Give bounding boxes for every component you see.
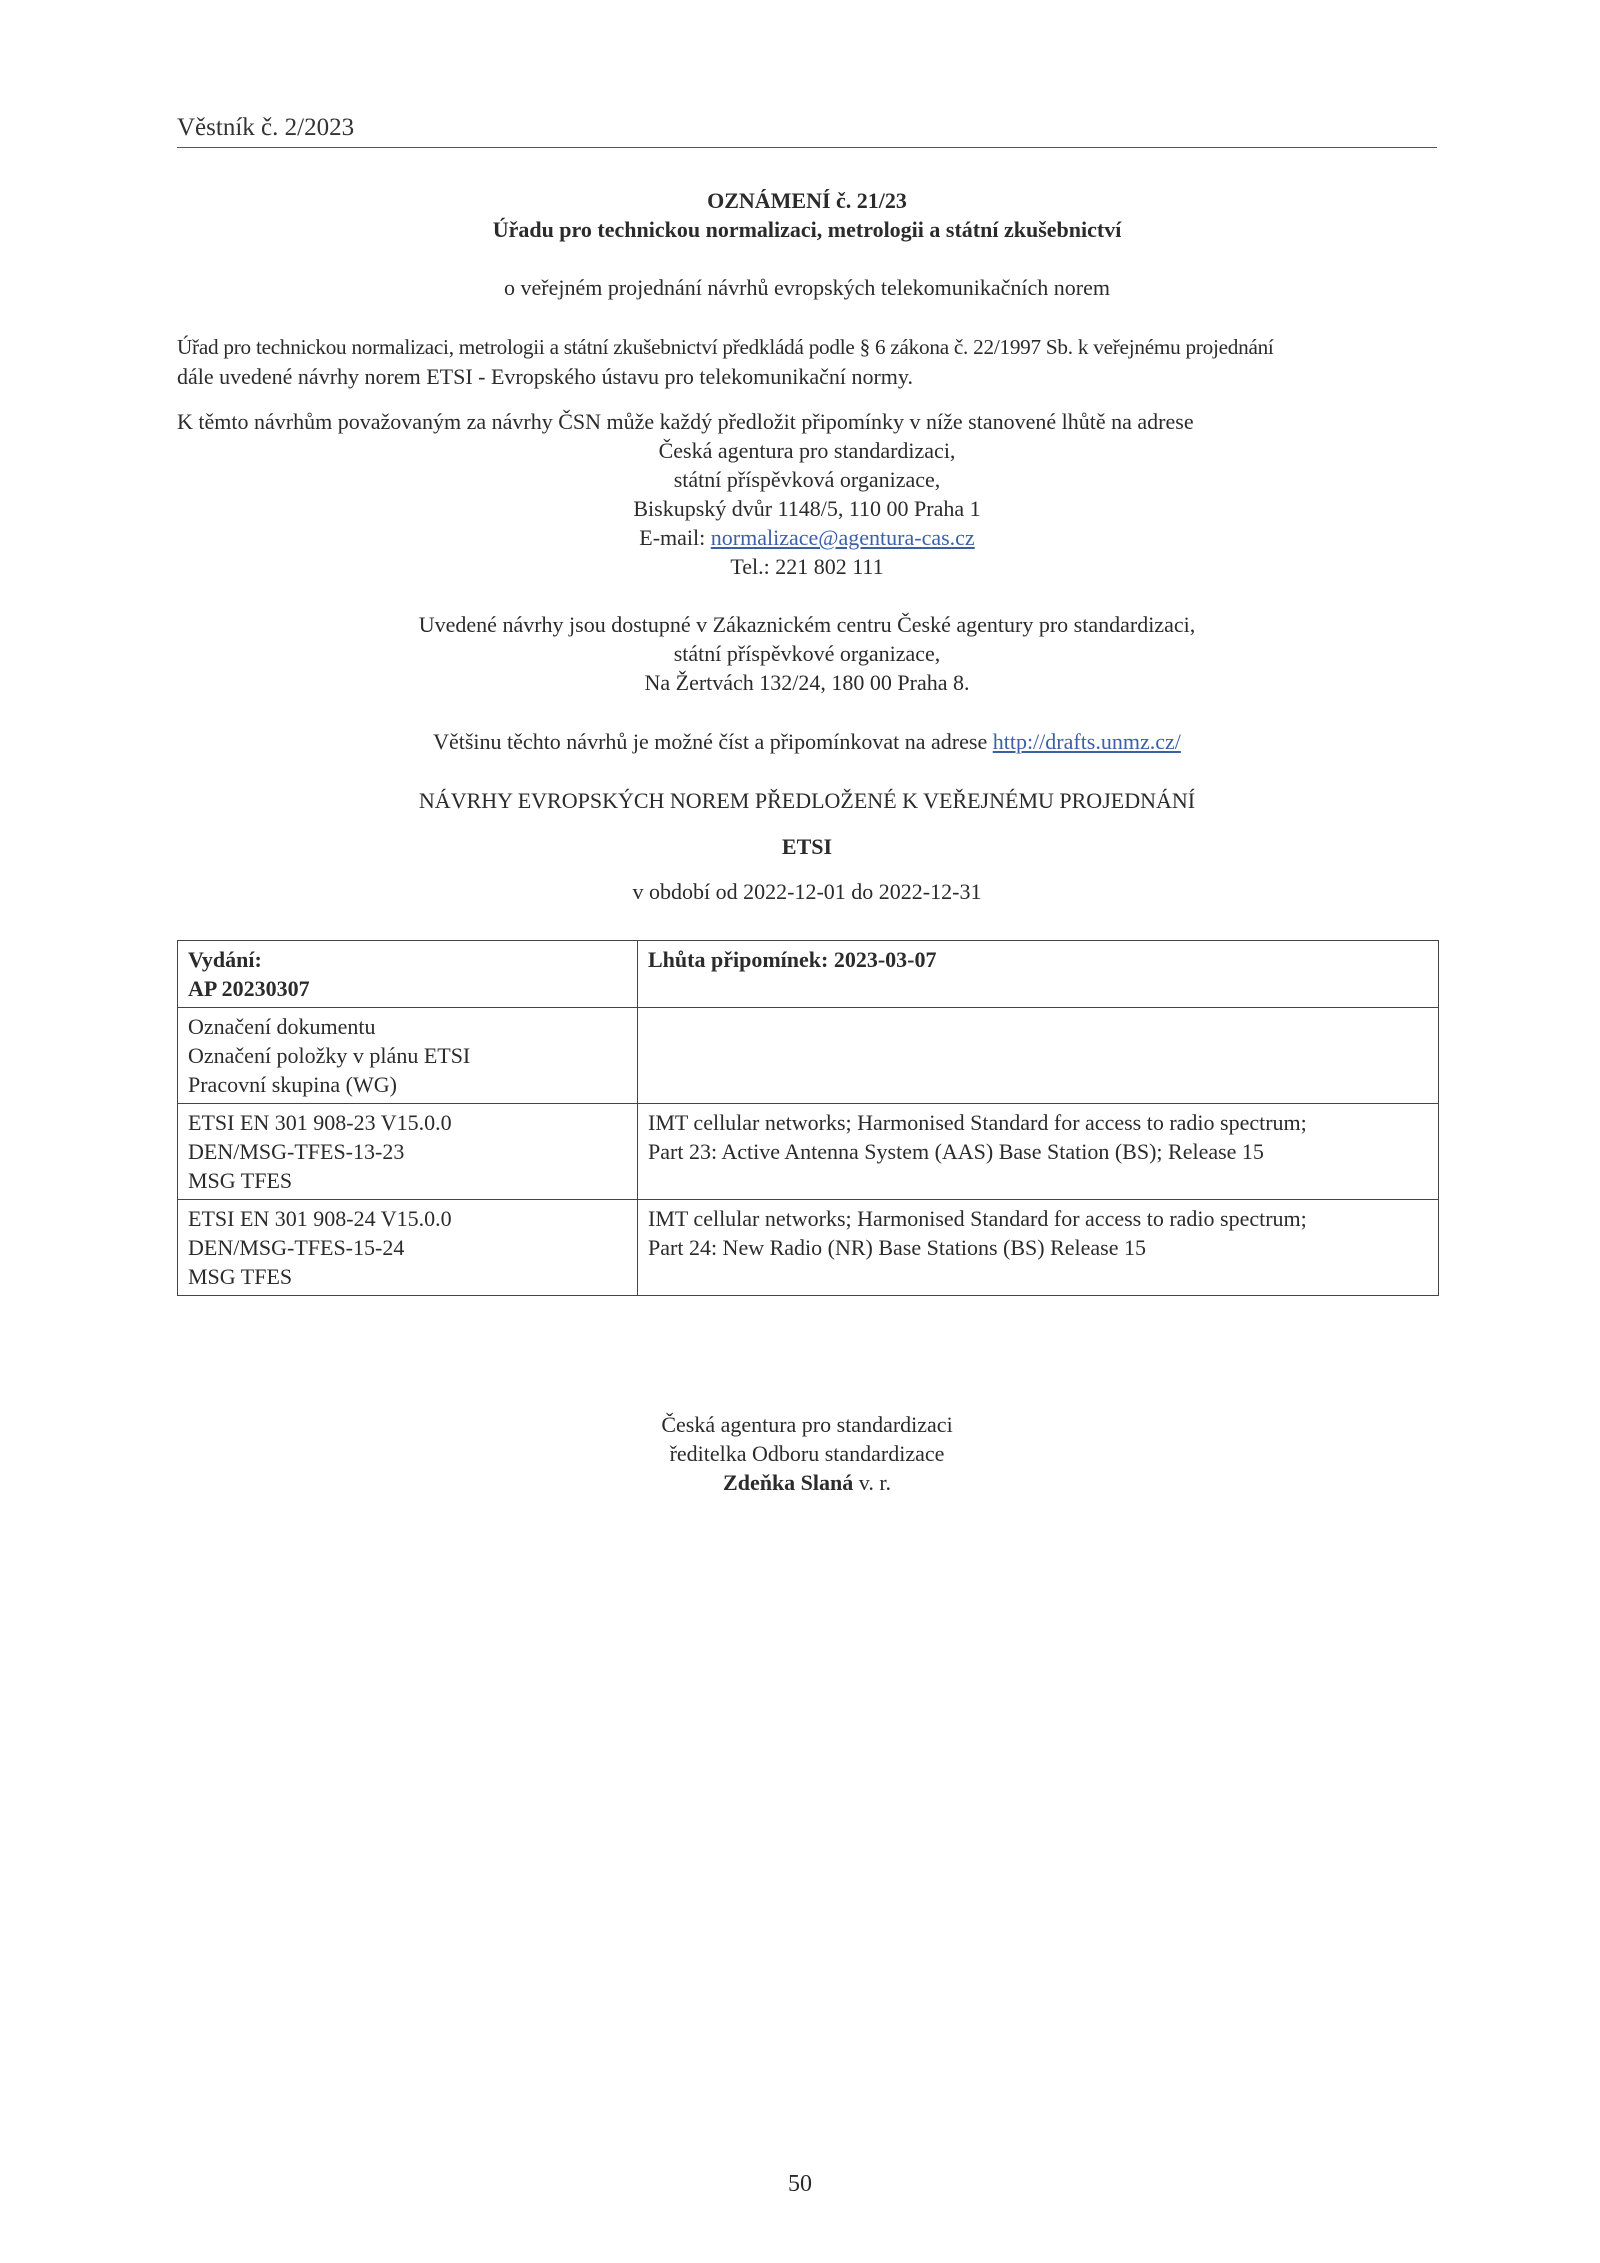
row-title-line-1: IMT cellular networks; Harmonised Standard for access to radio spectrum; <box>648 1206 1307 1231</box>
availability-line-3: Na Žertvách 132/24, 180 00 Praha 8. <box>644 670 970 695</box>
drafts-link[interactable]: http://drafts.unmz.cz/ <box>992 729 1181 754</box>
row-group: MSG TFES <box>188 1264 293 1289</box>
row-title-line-1: IMT cellular networks; Harmonised Standard for access to radio spectrum; <box>648 1110 1307 1135</box>
availability-line-1: Uvedené návrhy jsou dostupné v Zákaznickém centru České agentury pro standardizaci, <box>418 612 1196 637</box>
row-ids-cell <box>178 1200 638 1296</box>
drafts-table <box>177 940 1439 1296</box>
intro-line-1: Úřad pro technickou normalizaci, metrologii a státní zkušebnictví předkládá podle § 6 zákona č. 22/1997 Sb. k veřejnému projednání <box>177 335 1274 359</box>
row-title-cell <box>638 1200 1439 1296</box>
address-line-3: Biskupský dvůr 1148/5, 110 00 Praha 1 <box>633 496 981 521</box>
availability-line-2: státní příspěvkové organizace, <box>673 641 941 666</box>
announcement-heading: OZNÁMENÍ č. 21/23 <box>707 188 907 213</box>
issue-cell <box>178 941 638 1008</box>
signature-role: ředitelka Odboru standardizace <box>669 1441 945 1466</box>
email-link[interactable]: normalizace@agentura-cas.cz <box>710 525 975 550</box>
row-title-line-2: Part 24: New Radio (NR) Base Stations (BS) Release 15 <box>648 1235 1146 1260</box>
deadline-text: Lhůta připomínek: 2023-03-07 <box>648 947 937 972</box>
row-designation: ETSI EN 301 908-24 V15.0.0 <box>188 1206 452 1231</box>
row-ids-cell <box>178 1104 638 1200</box>
row-title-cell <box>638 1104 1439 1200</box>
comments-intro: K těmto návrhům považovaným za návrhy ČSN může každý předložit připomínky v níže stanovené lhůtě na adrese <box>177 409 1194 434</box>
row-group: MSG TFES <box>188 1168 293 1193</box>
table-row <box>178 1200 1439 1296</box>
address-line-2: státní příspěvková organizace, <box>673 467 941 492</box>
legend-cell <box>178 1008 638 1104</box>
signature-line <box>177 1468 1437 1497</box>
online-line <box>177 727 1437 756</box>
journal-header: Věstník č. 2/2023 <box>177 112 1437 148</box>
issue-label: Vydání: <box>188 947 262 972</box>
intro-line-2: dále uvedené návrhy norem ETSI - Evropského ústavu pro telekomunikační normy. <box>177 364 913 389</box>
page-number: 50 <box>788 2171 812 2197</box>
legend-group: Pracovní skupina (WG) <box>188 1072 397 1097</box>
row-work-item: DEN/MSG-TFES-15-24 <box>188 1235 405 1260</box>
legend-empty-cell <box>638 1008 1439 1104</box>
issue-value: AP 20230307 <box>188 976 310 1001</box>
signature-suffix: v. r. <box>853 1470 891 1495</box>
online-text: Většinu těchto návrhů je možné číst a připomínkovat na adrese <box>433 729 993 754</box>
section-org: ETSI <box>781 834 833 859</box>
legend-work-item: Označení položky v plánu ETSI <box>188 1043 471 1068</box>
section-period: v období od 2022-12-01 do 2022-12-31 <box>632 879 982 904</box>
row-title-line-2: Part 23: Active Antenna System (AAS) Base Station (BS); Release 15 <box>648 1139 1264 1164</box>
row-designation: ETSI EN 301 908-23 V15.0.0 <box>188 1110 452 1135</box>
announcement-office: Úřadu pro technickou normalizaci, metrologii a státní zkušebnictví <box>492 217 1122 242</box>
section-title: NÁVRHY EVROPSKÝCH NOREM PŘEDLOŽENÉ K VEŘEJNÉMU PROJEDNÁNÍ <box>418 788 1196 813</box>
table-header-row <box>178 941 1439 1008</box>
signature-name: Zdeňka Slaná <box>723 1470 854 1495</box>
address-line-1: Česká agentura pro standardizaci, <box>658 438 956 463</box>
address-tel: Tel.: 221 802 111 <box>730 554 884 579</box>
email-label: E-mail: <box>639 525 711 550</box>
row-work-item: DEN/MSG-TFES-13-23 <box>188 1139 405 1164</box>
address-email-line <box>177 523 1437 552</box>
deadline-cell <box>638 941 1439 1008</box>
table-legend-row <box>178 1008 1439 1104</box>
announcement-subject: o veřejném projednání návrhů evropských telekomunikačních norem <box>503 275 1111 300</box>
signature-org: Česká agentura pro standardizaci <box>661 1412 953 1437</box>
legend-designation: Označení dokumentu <box>188 1014 376 1039</box>
table-row <box>178 1104 1439 1200</box>
